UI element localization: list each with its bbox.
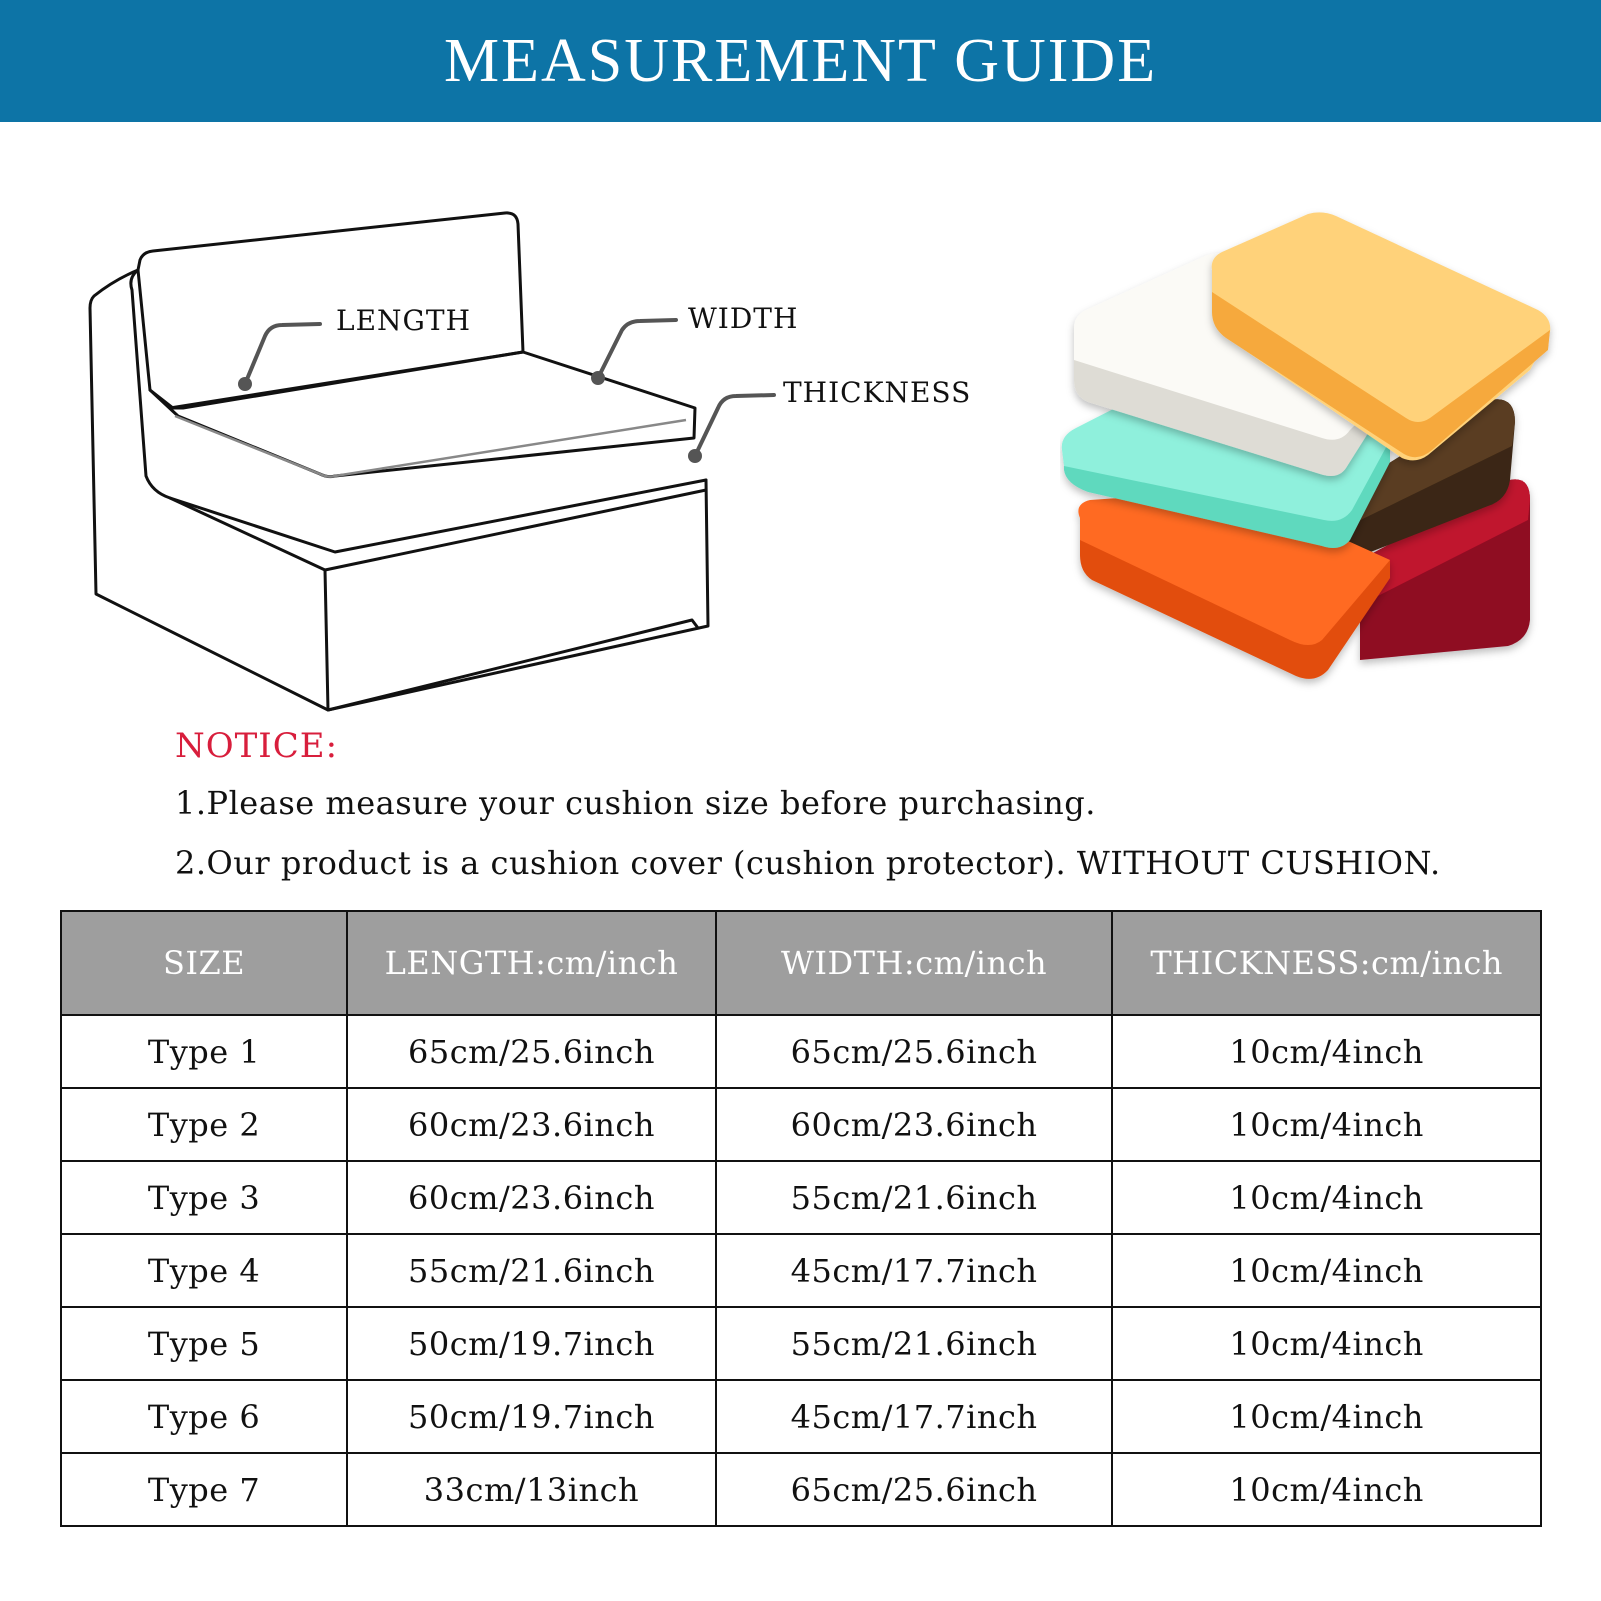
notice-heading: NOTICE: (175, 726, 339, 766)
cell-length: 50cm/19.7inch (347, 1307, 716, 1380)
table-row (61, 1015, 1541, 1088)
table-header-row (61, 911, 1541, 1015)
table-row (61, 1307, 1541, 1380)
cushion-cover-colors-image (1060, 200, 1600, 710)
cell-width: 45cm/17.7inch (716, 1380, 1112, 1453)
length-point (238, 377, 252, 391)
thickness-point (688, 449, 702, 463)
table-row (61, 1088, 1541, 1161)
width-leader (598, 320, 676, 378)
cell-length: 55cm/21.6inch (347, 1234, 716, 1307)
cell-length: 60cm/23.6inch (347, 1161, 716, 1234)
notice-line-2: 2.Our product is a cushion cover (cushion protector). WITHOUT CUSHION. (175, 844, 1441, 882)
table-row (61, 1234, 1541, 1307)
table-row (61, 1161, 1541, 1234)
cell-width: 65cm/25.6inch (716, 1015, 1112, 1088)
cell-width: 65cm/25.6inch (716, 1453, 1112, 1526)
cell-size: Type 1 (61, 1015, 347, 1088)
sofa-measurement-diagram (80, 200, 1000, 740)
notice-line-1: 1.Please measure your cushion size before purchasing. (175, 784, 1096, 822)
sofa-seat-cushion (150, 352, 695, 477)
thickness-leader (695, 395, 774, 456)
header-thickness: THICKNESS:cm/inch (1112, 911, 1541, 1015)
cell-length: 65cm/25.6inch (347, 1015, 716, 1088)
cell-width: 55cm/21.6inch (716, 1161, 1112, 1234)
cell-width: 60cm/23.6inch (716, 1088, 1112, 1161)
cell-length: 60cm/23.6inch (347, 1088, 716, 1161)
cell-thickness: 10cm/4inch (1112, 1161, 1541, 1234)
notice-section (175, 726, 1475, 904)
size-table (60, 910, 1542, 1527)
cell-size: Type 5 (61, 1307, 347, 1380)
cell-width: 55cm/21.6inch (716, 1307, 1112, 1380)
label-length: LENGTH (336, 304, 471, 337)
width-point (591, 371, 605, 385)
cell-width: 45cm/17.7inch (716, 1234, 1112, 1307)
length-leader (245, 324, 320, 384)
cell-size: Type 3 (61, 1161, 347, 1234)
cell-size: Type 7 (61, 1453, 347, 1526)
label-thickness: THICKNESS (783, 376, 972, 409)
cell-thickness: 10cm/4inch (1112, 1307, 1541, 1380)
header-size: SIZE (61, 911, 347, 1015)
cell-size: Type 6 (61, 1380, 347, 1453)
table-row (61, 1453, 1541, 1526)
label-width: WIDTH (688, 302, 799, 335)
header-width: WIDTH:cm/inch (716, 911, 1112, 1015)
sofa-base (325, 480, 708, 710)
cell-length: 33cm/13inch (347, 1453, 716, 1526)
cell-length: 50cm/19.7inch (347, 1380, 716, 1453)
page-title: MEASUREMENT GUIDE (443, 26, 1158, 95)
header-length: LENGTH:cm/inch (347, 911, 716, 1015)
cell-thickness: 10cm/4inch (1112, 1453, 1541, 1526)
cell-thickness: 10cm/4inch (1112, 1015, 1541, 1088)
table-row (61, 1380, 1541, 1453)
cell-thickness: 10cm/4inch (1112, 1380, 1541, 1453)
cell-size: Type 2 (61, 1088, 347, 1161)
cell-thickness: 10cm/4inch (1112, 1234, 1541, 1307)
cell-thickness: 10cm/4inch (1112, 1088, 1541, 1161)
cell-size: Type 4 (61, 1234, 347, 1307)
title-banner (0, 0, 1601, 122)
